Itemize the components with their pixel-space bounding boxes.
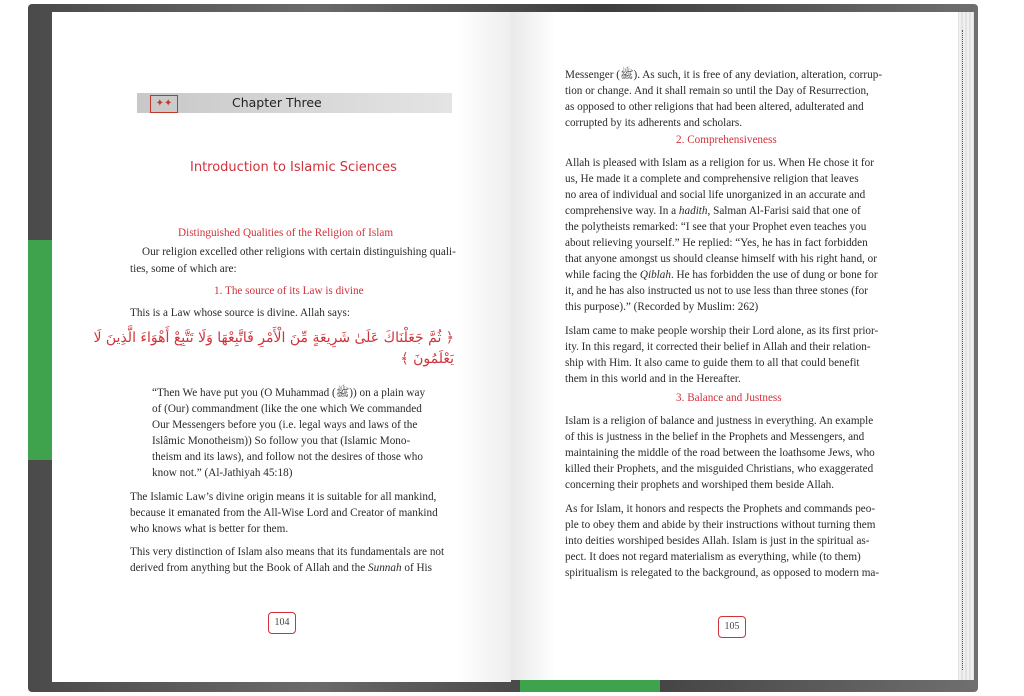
paragraph-text: , Salman Al-Farisi said that one of — [707, 205, 861, 217]
point-3-heading: 3. Balance and Justness — [676, 392, 782, 404]
paragraph-line: as opposed to other religions that had been altered, adulterated and — [565, 101, 864, 113]
quote-line: know not.” (Al-Jathiyah 45:18) — [152, 467, 293, 479]
paragraph-line: Islam is a religion of balance and justness in everything. An example — [565, 415, 874, 427]
paragraph-text: comprehensive way. In a — [565, 205, 679, 217]
paragraph-line: corrupted by its adherents and scholars. — [565, 117, 743, 129]
paragraph-line: ple to obey them and abide by their instructions without turning them — [565, 519, 876, 531]
paragraph-line: killed their Prophets, and the misguided Christians, who exaggerated — [565, 463, 874, 475]
paragraph-line: As for Islam, it honors and respects the Prophets and commands peo- — [565, 503, 876, 515]
quote-line: “Then We have put you (O Muhammad (ﷺ)) on a plain way — [152, 387, 426, 399]
paragraph-line: who knows what is better for them. — [130, 523, 289, 535]
arabic-verse-line: يَعْلَمُونَ ﴾ — [400, 351, 454, 367]
paragraph-line: of this is justness in the belief in the Prophets and Messengers, and — [565, 431, 865, 443]
paragraph-line: no area of individual and social life unorganized in an accurate and — [565, 189, 866, 201]
paragraph-line: them in this world and in the Hereafter. — [565, 373, 741, 385]
paragraph-line: it, and he has also instructed us not to use less than three stones (for — [565, 285, 868, 297]
quote-line: Our Messengers before you (i.e. legal ways and laws of the — [152, 419, 418, 431]
arabic-verse-line: ﴿ ثُمَّ جَعَلْنَاكَ عَلَىٰ شَرِيعَةٍ مِّنَ الْأَمْرِ فَاتَّبِعْهَا وَلَا تَتَّبِعْ أَهْوَاءَ الَّذِينَ لَا — [93, 330, 454, 346]
paragraph-line: tion or change. And it shall remain so until the Day of Resurrection, — [565, 85, 869, 97]
paragraph-line: Messenger (ﷺ). As such, it is free of any deviation, alteration, corrup- — [565, 69, 883, 81]
paragraph-line: this purpose).” (Recorded by Muslim: 262) — [565, 301, 759, 313]
paragraph-line — [130, 561, 432, 576]
paragraph-line: into deities worshiped besides Allah. Islam is just in the spiritual as- — [565, 535, 870, 547]
paragraph-line: concerning their prophets and worshiped them beside Allah. — [565, 479, 835, 491]
page-number: 105 — [718, 616, 746, 638]
paragraph-text: of His — [401, 562, 433, 574]
paragraph-line: ship with Him. It also came to guide them to all that could benefit — [565, 357, 860, 369]
paragraph-text: while facing the — [565, 269, 640, 281]
italic-term: hadith — [678, 205, 708, 217]
paragraph-line: Allah is pleased with Islam as a religion for us. When He chose it for — [565, 157, 874, 169]
point-1-heading: 1. The source of its Law is divine — [214, 285, 364, 297]
cover-chain-decoration — [962, 30, 967, 670]
paragraph-line: This very distinction of Islam also means that its fundamentals are not — [130, 546, 445, 558]
paragraph-line: that anyone amongst us should cleanse himself with his right hand, or — [565, 253, 877, 265]
paragraph-line: maintaining the middle of the road between the loathsome Jews, who — [565, 447, 875, 459]
section-heading: Distinguished Qualities of the Religion of Islam — [178, 227, 394, 239]
paragraph-text: . He has forbidden the use of dung or bone for — [670, 269, 878, 281]
quote-line: Islâmic Monotheism)) So follow you that (Islamic Mono- — [152, 435, 411, 447]
paragraph-line: about relieving yourself.” He replied: “Yes, he has in fact forbidden — [565, 237, 868, 249]
paragraph-line: Islam came to make people worship their Lord alone, as its first prior- — [565, 325, 879, 337]
page-number: 104 — [268, 612, 296, 634]
paragraph-line: pect. It does not regard materialism as everything, while (to them) — [565, 551, 861, 563]
paragraph-line: because it emanated from the All-Wise Lord and Creator of mankind — [130, 507, 438, 519]
point-2-heading: 2. Comprehensiveness — [676, 134, 777, 146]
ornament-icon: ✦✦ — [150, 95, 178, 113]
page-title: Introduction to Islamic Sciences — [190, 160, 397, 175]
paragraph-line: us, He made it a complete and comprehensive religion that leaves — [565, 173, 859, 185]
intro-line: ties, some of which are: — [130, 263, 237, 275]
quote-line: of (Our) commandment (like the one which We commanded — [152, 403, 422, 415]
paragraph-line: ity. In this regard, it corrected their belief in Allah and their relation- — [565, 341, 871, 353]
paragraph-line: spiritualism is relegated to the background, as opposed to modern ma- — [565, 567, 880, 579]
italic-term: Sunnah — [368, 562, 402, 574]
italic-term: Qiblah — [639, 269, 671, 281]
paragraph-text: derived from anything but the Book of Allah and the — [130, 562, 368, 574]
paragraph-line — [565, 204, 861, 219]
paragraph-line — [565, 268, 878, 283]
point-1-line: This is a Law whose source is divine. Allah says: — [130, 307, 350, 319]
paragraph-line: The Islamic Law’s divine origin means it is suitable for all mankind, — [130, 491, 437, 503]
chapter-label: Chapter Three — [232, 95, 322, 110]
paragraph-line: the polytheists remarked: “I see that your Prophet even teaches you — [565, 221, 867, 233]
quote-line: theism and its laws), and follow not the desires of those who — [152, 451, 423, 463]
intro-line: Our religion excelled other religions with certain distinguishing quali- — [142, 246, 456, 258]
